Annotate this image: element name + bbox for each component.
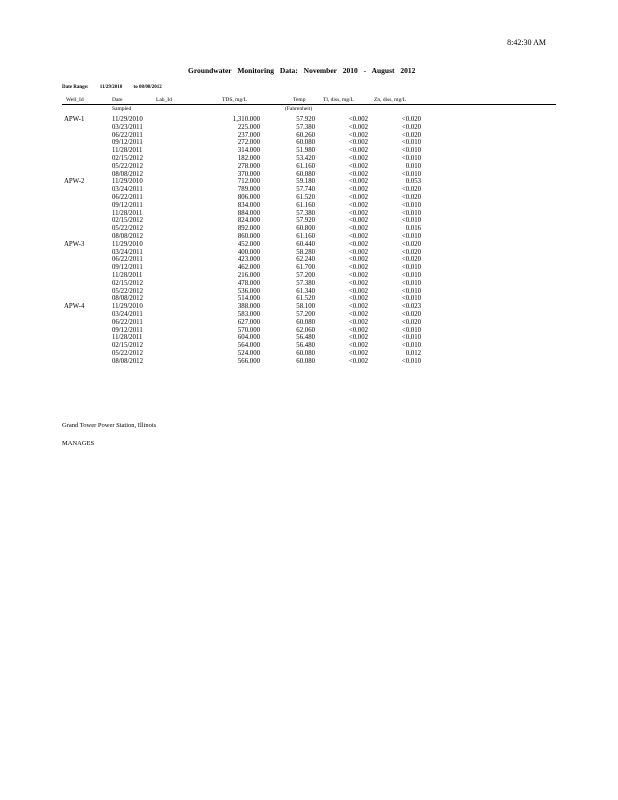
zn-cell: 0.053 <box>405 178 421 186</box>
tds-cell: 278.000 <box>237 162 260 170</box>
tds-cell: 225.000 <box>237 123 260 131</box>
date-range-to: to 08/08/2012 <box>133 85 162 90</box>
zn-cell: <0.010 <box>401 154 421 162</box>
table-row <box>0 210 618 218</box>
tds-cell: 216.000 <box>237 271 260 279</box>
tds-cell: 182.000 <box>237 154 260 162</box>
table-row <box>0 217 618 225</box>
tl-cell: <0.002 <box>348 201 368 209</box>
date-cell: 08/08/2012 <box>112 357 143 365</box>
date-cell: 09/12/2011 <box>112 264 143 272</box>
tds-cell: 583.000 <box>237 310 260 318</box>
temp-cell: 58.100 <box>296 303 315 311</box>
zn-cell: <0.010 <box>401 201 421 209</box>
tds-cell: 806.000 <box>237 193 260 201</box>
zn-cell: <0.020 <box>401 318 421 326</box>
table-row <box>0 319 618 327</box>
tl-cell: <0.002 <box>348 303 368 311</box>
temp-cell: 61.160 <box>296 232 315 240</box>
table-row <box>0 327 618 335</box>
tds-cell: 604.000 <box>237 334 260 342</box>
tds-cell: 370.000 <box>237 170 260 178</box>
zn-cell: <0.010 <box>401 139 421 147</box>
date-cell: 03/24/2011 <box>112 186 143 194</box>
zn-cell: 0.012 <box>405 349 421 357</box>
date-cell: 09/12/2011 <box>112 139 143 147</box>
table-row <box>0 272 618 280</box>
date-cell: 09/12/2011 <box>112 201 143 209</box>
temp-cell: 51.980 <box>296 147 315 155</box>
zn-cell: <0.020 <box>401 131 421 139</box>
table-row <box>0 280 618 288</box>
tds-cell: 524.000 <box>237 349 260 357</box>
temp-cell: 57.380 <box>296 209 315 217</box>
date-cell: 11/29/2010 <box>112 178 143 186</box>
table-row <box>0 288 618 296</box>
well-id-cell: APW-4 <box>64 303 85 311</box>
temp-cell: 56.480 <box>296 342 315 350</box>
table-row <box>0 342 618 350</box>
tds-cell: 884.000 <box>237 209 260 217</box>
table-row <box>0 163 618 171</box>
zn-cell: <0.010 <box>401 279 421 287</box>
tds-cell: 789.000 <box>237 186 260 194</box>
tds-cell: 564.000 <box>237 342 260 350</box>
date-cell: 05/22/2012 <box>112 287 143 295</box>
temp-cell: 62.060 <box>296 326 315 334</box>
zn-cell: <0.010 <box>401 295 421 303</box>
tds-cell: 834.000 <box>237 201 260 209</box>
zn-cell: <0.020 <box>401 310 421 318</box>
tl-cell: <0.002 <box>348 217 368 225</box>
date-range <box>62 85 172 90</box>
tds-cell: 892.000 <box>237 225 260 233</box>
temp-cell: 61.520 <box>296 295 315 303</box>
well-id-cell: APW-3 <box>64 240 85 248</box>
zn-cell: <0.020 <box>401 256 421 264</box>
col-temp: Temp <box>293 97 306 103</box>
temp-cell: 58.280 <box>296 248 315 256</box>
temp-cell: 60.440 <box>296 240 315 248</box>
tl-cell: <0.002 <box>348 349 368 357</box>
table-row <box>0 171 618 179</box>
date-range-label: Date Range: <box>62 85 89 90</box>
date-cell: 11/28/2011 <box>112 334 143 342</box>
tl-cell: <0.002 <box>348 264 368 272</box>
tl-cell: <0.002 <box>348 326 368 334</box>
col-temp-unit: (Fahrenheit) <box>285 106 313 112</box>
zn-cell: <0.010 <box>401 217 421 225</box>
tl-cell: <0.002 <box>348 295 368 303</box>
zn-cell: <0.010 <box>401 342 421 350</box>
col-tds: TDS, mg/L <box>222 97 248 103</box>
tl-cell: <0.002 <box>348 357 368 365</box>
date-cell: 11/29/2010 <box>112 303 143 311</box>
date-range-from: 11/29/2010 <box>99 85 123 90</box>
tds-cell: 478.000 <box>237 279 260 287</box>
date-cell: 02/15/2012 <box>112 217 143 225</box>
zn-cell: <0.020 <box>401 186 421 194</box>
table-row <box>0 233 618 241</box>
report-time: 8:42:30 AM <box>507 38 546 47</box>
table-row <box>0 350 618 358</box>
table-row <box>0 249 618 257</box>
tds-cell: 566.000 <box>237 357 260 365</box>
zn-cell: <0.010 <box>401 326 421 334</box>
temp-cell: 57.920 <box>296 217 315 225</box>
table-row <box>0 194 618 202</box>
date-cell: 08/08/2012 <box>112 170 143 178</box>
zn-cell: 0.016 <box>405 225 421 233</box>
zn-cell: <0.020 <box>401 193 421 201</box>
tds-cell: 627.000 <box>237 318 260 326</box>
zn-cell: <0.010 <box>401 147 421 155</box>
date-cell: 06/22/2011 <box>112 256 143 264</box>
tds-cell: 536.000 <box>237 287 260 295</box>
well-id-cell: APW-2 <box>64 178 85 186</box>
temp-cell: 60.080 <box>296 318 315 326</box>
tds-cell: 452.000 <box>237 240 260 248</box>
date-cell: 02/15/2012 <box>112 279 143 287</box>
date-cell: 03/24/2011 <box>112 248 143 256</box>
tds-cell: 237.000 <box>237 131 260 139</box>
table-row <box>0 155 618 163</box>
column-subheader-row <box>0 106 618 114</box>
table-row <box>0 334 618 342</box>
temp-cell: 57.380 <box>296 279 315 287</box>
zn-cell: <0.010 <box>401 232 421 240</box>
temp-cell: 57.200 <box>296 310 315 318</box>
tl-cell: <0.002 <box>348 131 368 139</box>
table-row <box>0 311 618 319</box>
temp-cell: 62.240 <box>296 256 315 264</box>
table-row <box>0 124 618 132</box>
date-cell: 03/23/2011 <box>112 123 143 131</box>
tds-cell: 824.000 <box>237 217 260 225</box>
footer-site: Grand Tower Power Station, Illinois <box>62 422 157 429</box>
date-cell: 02/15/2012 <box>112 154 143 162</box>
data-table-body <box>0 116 618 366</box>
date-cell: 05/22/2012 <box>112 225 143 233</box>
temp-cell: 57.380 <box>296 123 315 131</box>
temp-cell: 60.080 <box>296 139 315 147</box>
table-row <box>0 178 618 186</box>
zn-cell: <0.010 <box>401 271 421 279</box>
tl-cell: <0.002 <box>348 342 368 350</box>
temp-cell: 60.260 <box>296 131 315 139</box>
zn-cell: <0.020 <box>401 123 421 131</box>
temp-cell: 61.700 <box>296 264 315 272</box>
date-cell: 06/22/2011 <box>112 193 143 201</box>
temp-cell: 61.340 <box>296 287 315 295</box>
date-cell: 11/28/2011 <box>112 271 143 279</box>
tl-cell: <0.002 <box>348 279 368 287</box>
tl-cell: <0.002 <box>348 147 368 155</box>
tds-cell: 400.000 <box>237 248 260 256</box>
temp-cell: 53.420 <box>296 154 315 162</box>
zn-cell: <0.023 <box>401 303 421 311</box>
tl-cell: <0.002 <box>348 154 368 162</box>
temp-cell: 60.080 <box>296 357 315 365</box>
tl-cell: <0.002 <box>348 287 368 295</box>
col-date-sub: Sampled <box>112 106 132 112</box>
tds-cell: 1,310.000 <box>232 116 260 123</box>
date-cell: 02/15/2012 <box>112 342 143 350</box>
col-well-id: Well_Id <box>66 97 84 103</box>
table-row <box>0 225 618 233</box>
temp-cell: 61.160 <box>296 201 315 209</box>
date-cell: 11/28/2011 <box>112 209 143 217</box>
table-row <box>0 147 618 155</box>
tds-cell: 314.000 <box>237 147 260 155</box>
date-cell: 09/12/2011 <box>112 326 143 334</box>
tds-cell: 423.000 <box>237 256 260 264</box>
date-cell: 08/08/2012 <box>112 295 143 303</box>
zn-cell: <0.020 <box>401 248 421 256</box>
table-row <box>0 116 618 124</box>
tl-cell: <0.002 <box>348 170 368 178</box>
date-cell: 11/28/2011 <box>112 147 143 155</box>
date-cell: 11/29/2010 <box>112 116 143 123</box>
temp-cell: 56.480 <box>296 334 315 342</box>
table-row <box>0 132 618 140</box>
header-rule <box>62 104 556 105</box>
tl-cell: <0.002 <box>348 209 368 217</box>
zn-cell: <0.010 <box>401 264 421 272</box>
temp-cell: 60.080 <box>296 349 315 357</box>
tl-cell: <0.002 <box>348 116 368 123</box>
tl-cell: <0.002 <box>348 334 368 342</box>
table-row <box>0 186 618 194</box>
date-cell: 03/24/2011 <box>112 310 143 318</box>
col-tl: Tl, diss, mg/L <box>323 97 354 103</box>
table-row <box>0 303 618 311</box>
zn-cell: 0.010 <box>405 162 421 170</box>
tds-cell: 462.000 <box>237 264 260 272</box>
tl-cell: <0.002 <box>348 318 368 326</box>
zn-cell: <0.010 <box>401 170 421 178</box>
col-lab-id: Lab_Id <box>156 97 172 103</box>
date-cell: 06/22/2011 <box>112 318 143 326</box>
tl-cell: <0.002 <box>348 232 368 240</box>
tl-cell: <0.002 <box>348 248 368 256</box>
table-row <box>0 358 618 366</box>
tds-cell: 514.000 <box>237 295 260 303</box>
tl-cell: <0.002 <box>348 271 368 279</box>
zn-cell: <0.010 <box>401 209 421 217</box>
tds-cell: 712.000 <box>237 178 260 186</box>
table-row <box>0 139 618 147</box>
table-row <box>0 264 618 272</box>
table-row <box>0 295 618 303</box>
table-row <box>0 256 618 264</box>
tl-cell: <0.002 <box>348 310 368 318</box>
table-row <box>0 202 618 210</box>
temp-cell: 57.200 <box>296 271 315 279</box>
temp-cell: 61.520 <box>296 193 315 201</box>
zn-cell: <0.010 <box>401 357 421 365</box>
date-cell: 11/29/2010 <box>112 240 143 248</box>
tl-cell: <0.002 <box>348 193 368 201</box>
tl-cell: <0.002 <box>348 123 368 131</box>
zn-cell: <0.020 <box>401 116 421 123</box>
date-cell: 05/22/2012 <box>112 162 143 170</box>
well-id-cell: APW-1 <box>64 116 85 123</box>
col-zn: Zn, diss, mg/L <box>374 97 407 103</box>
tds-cell: 272.000 <box>237 139 260 147</box>
col-date: Date <box>112 97 123 103</box>
date-cell: 06/22/2011 <box>112 131 143 139</box>
tl-cell: <0.002 <box>348 240 368 248</box>
temp-cell: 59.180 <box>296 178 315 186</box>
tl-cell: <0.002 <box>348 256 368 264</box>
zn-cell: <0.010 <box>401 334 421 342</box>
temp-cell: 60.800 <box>296 225 315 233</box>
temp-cell: 61.160 <box>296 162 315 170</box>
tl-cell: <0.002 <box>348 162 368 170</box>
temp-cell: 57.740 <box>296 186 315 194</box>
tl-cell: <0.002 <box>348 139 368 147</box>
footer-owner: MANAGES <box>62 440 95 447</box>
tl-cell: <0.002 <box>348 178 368 186</box>
temp-cell: 60.080 <box>296 170 315 178</box>
report-title: Groundwater Monitoring Data: November 2010 - August 2012 <box>188 66 416 75</box>
zn-cell: <0.010 <box>401 287 421 295</box>
tl-cell: <0.002 <box>348 225 368 233</box>
temp-cell: 57.920 <box>296 116 315 123</box>
tds-cell: 860.000 <box>237 232 260 240</box>
tl-cell: <0.002 <box>348 186 368 194</box>
tds-cell: 388.000 <box>237 303 260 311</box>
zn-cell: <0.020 <box>401 240 421 248</box>
date-cell: 05/22/2012 <box>112 349 143 357</box>
date-cell: 08/08/2012 <box>112 232 143 240</box>
tds-cell: 570.000 <box>237 326 260 334</box>
table-row <box>0 241 618 249</box>
